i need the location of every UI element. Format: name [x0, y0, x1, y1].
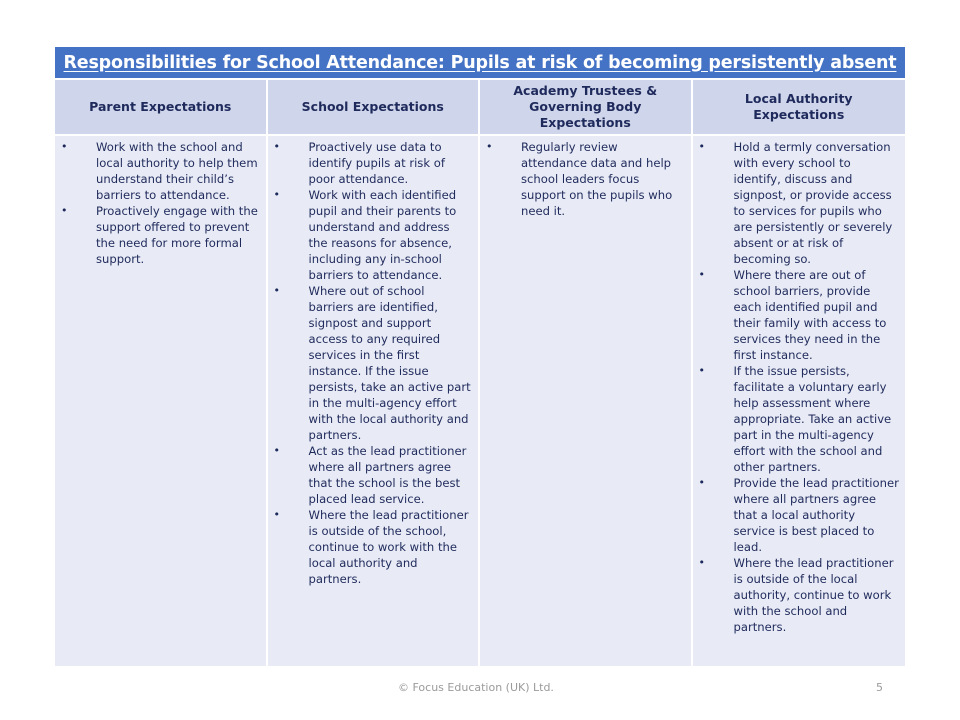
bullet-icon: • [61, 140, 68, 153]
trustees-governing-body-cell [480, 136, 691, 666]
school-expectations-cell [268, 136, 479, 666]
list-item [272, 187, 473, 283]
list-item [59, 203, 260, 267]
bullet-list [59, 139, 260, 267]
header-trustees-governing-body-expectations: Academy Trustees & Governing Body Expectations [480, 80, 691, 134]
local-authority-expectations-cell [693, 136, 906, 666]
list-item [697, 475, 900, 555]
header-local-authority-expectations: Local Authority Expectations [693, 80, 906, 134]
list-item [59, 139, 260, 203]
bullet-icon: • [698, 476, 705, 489]
bullet-icon: • [61, 204, 68, 217]
list-item-text: Where the lead practitioner is outside of the school, continue to work with the local authority and partners. [308, 508, 469, 586]
header-parent-expectations: Parent Expectations [55, 80, 266, 134]
bullet-icon: • [273, 444, 280, 457]
copyright-footer: © Focus Education (UK) Ltd. [398, 681, 554, 694]
list-item-text: Work with each identified pupil and their parents to understand and address the reasons for absence, including any in-school barriers to attendance. [308, 188, 457, 282]
list-item [697, 267, 900, 363]
list-item-text: Proactively engage with the support offered to prevent the need for more formal support. [96, 204, 258, 266]
bullet-icon: • [698, 268, 705, 281]
header-school-expectations: School Expectations [268, 80, 479, 134]
list-item-text: Proactively use data to identify pupils at risk of poor attendance. [308, 140, 445, 186]
list-item-text: Regularly review attendance data and help school leaders focus support on the pupils who need it. [521, 140, 673, 218]
list-item-text: Work with the school and local authority to help them understand their child’s barriers to attendance. [96, 140, 258, 202]
page-number: 5 [876, 681, 883, 694]
bullet-list [697, 139, 900, 635]
bullet-icon: • [698, 140, 705, 153]
bullet-icon: • [698, 556, 705, 569]
list-item [697, 363, 900, 475]
bullet-icon: • [486, 140, 493, 153]
bullet-list [484, 139, 685, 219]
list-item [697, 139, 900, 267]
list-item [272, 139, 473, 187]
list-item-text: Act as the lead practitioner where all partners agree that the school is the best placed lead service. [308, 444, 467, 506]
body-row [55, 136, 905, 666]
responsibilities-table [55, 47, 905, 666]
list-item [272, 283, 473, 443]
bullet-icon: • [698, 364, 705, 377]
page-title: Responsibilities for School Attendance: Pupils at risk of becoming persistently absent [63, 52, 897, 73]
list-item [697, 555, 900, 635]
list-item-text: Hold a termly conversation with every school to identify, discuss and signpost, or provide access to services for pupils who are persistently or severely absent or at risk of becoming so. [733, 140, 893, 266]
bullet-list [272, 139, 473, 587]
bullet-icon: • [273, 508, 280, 521]
list-item-text: Where the lead practitioner is outside of the local authority, continue to work with the school and partners. [733, 556, 894, 634]
list-item [484, 139, 685, 219]
list-item-text: Where there are out of school barriers, provide each identified pupil and their family with access to services they need in the first instance. [733, 268, 887, 362]
bullet-icon: • [273, 188, 280, 201]
list-item [272, 443, 473, 507]
header-row [55, 80, 905, 134]
bullet-icon: • [273, 284, 280, 297]
list-item [272, 507, 473, 587]
list-item-text: Provide the lead practitioner where all partners agree that a local authority service is best placed to lead. [733, 476, 899, 554]
bullet-icon: • [273, 140, 280, 153]
list-item-text: Where out of school barriers are identified, signpost and support access to any required services in the first instance. If the issue persists, take an active part in the multi-agency effort with the local authority and partners. [308, 284, 471, 442]
list-item-text: If the issue persists, facilitate a voluntary early help assessment where appropriate. Take an active part in the multi-agency effort with the school and other partners. [733, 364, 892, 474]
parent-expectations-cell [55, 136, 266, 666]
title-bar [55, 47, 905, 78]
